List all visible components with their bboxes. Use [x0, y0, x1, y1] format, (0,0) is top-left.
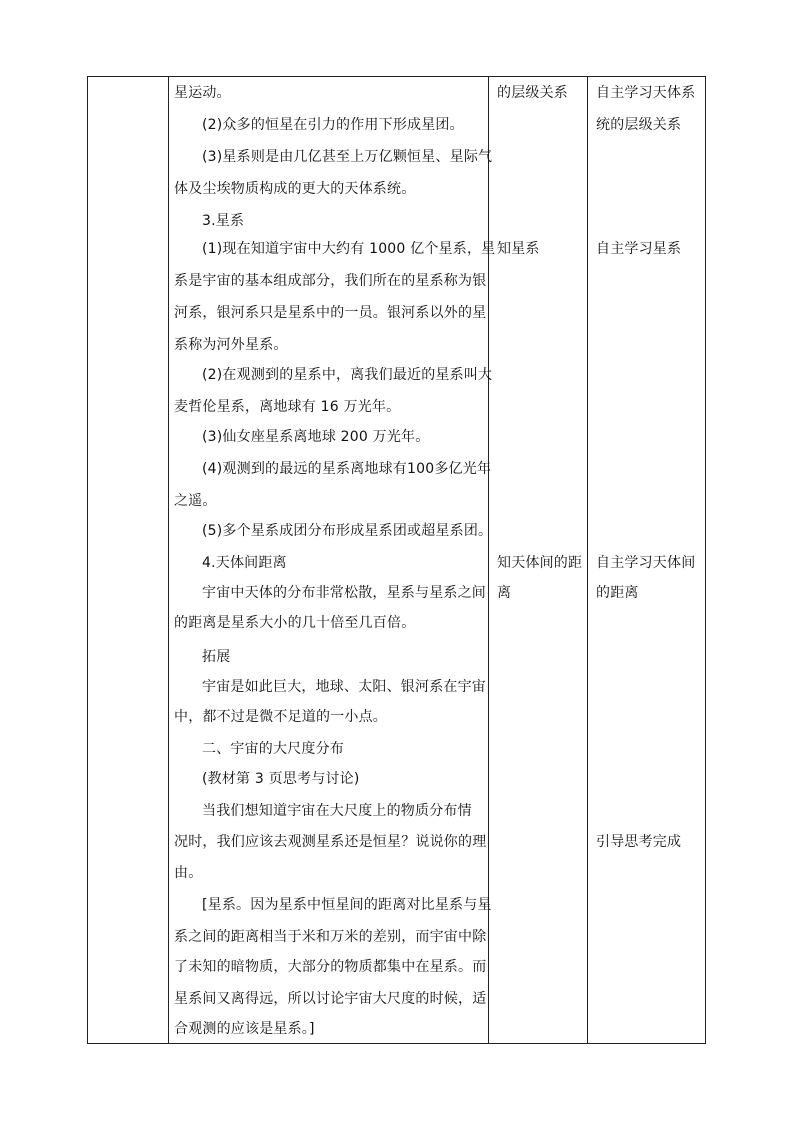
section-heading: 3.星系: [202, 213, 245, 229]
text-line: (3)星系则是由几亿甚至上万亿颗恒星、星际气: [202, 149, 493, 165]
text-line: 由。: [174, 865, 203, 881]
text-line: (2)在观测到的星系中，离我们最近的星系叫大: [202, 367, 493, 383]
text-line: 麦哲伦星系，离地球有 16 万光年。: [174, 399, 401, 415]
text-line: 况时，我们应该去观测星系还是恒星？说说你的理: [174, 834, 487, 850]
text-line: (5)多个星系成团分布形成星系团或超星系团。: [202, 523, 493, 539]
text-line: 了未知的暗物质，大部分的物质都集中在星系。而: [174, 959, 487, 975]
text-line: 知天体间的距: [497, 555, 583, 571]
column-activities: [588, 77, 706, 1043]
text-line: 宇宙中天体的分布非常松散，星系与星系之间: [202, 585, 486, 601]
text-line: (1)现在知道宇宙中大约有 1000 亿个星系，星: [202, 241, 496, 257]
column-goals: [489, 77, 587, 1043]
text-line: 星运动。: [174, 85, 231, 101]
text-line: 星系间又离得远，所以讨论宇宙大尺度的时候，适: [174, 991, 487, 1007]
text-line: 中，都不过是微不足道的一小点。: [174, 709, 387, 725]
text-line: 合观测的应该是星系。]: [174, 1021, 315, 1037]
text-line: 河系，银河系只是星系中的一员。银河系以外的星: [174, 305, 487, 321]
text-line: 系之间的距离相当于米和万米的差别，而宇宙中除: [174, 929, 487, 945]
text-line: 自主学习天体间: [596, 555, 696, 571]
section-heading: 拓展: [202, 649, 231, 665]
column-content: [168, 77, 496, 1043]
text-line: 系称为河外星系。: [174, 337, 288, 353]
text-line: 的距离是星系大小的几十倍至几百倍。: [174, 615, 416, 631]
text-line: 宇宙是如此巨大，地球、太阳、银河系在宇宙: [202, 679, 486, 695]
text-line: 自主学习星系: [596, 241, 682, 257]
text-line: 体及尘埃物质构成的更大的天体系统。: [174, 181, 416, 197]
text-line: 系是宇宙的基本组成部分，我们所在的星系称为银: [174, 273, 487, 289]
section-heading: 4.天体间距离: [202, 555, 287, 571]
text-line: 的层级关系: [497, 85, 568, 101]
text-line: (4)观测到的最远的星系离地球有100多亿光年: [202, 461, 492, 477]
text-line: 离: [497, 585, 512, 601]
text-line: [星系。因为星系中恒星间的距离对比星系与星: [202, 897, 492, 913]
section-heading: 二、宇宙的大尺度分布: [202, 741, 344, 757]
text-line: 当我们想知道宇宙在大尺度上的物质分布情: [202, 803, 472, 819]
text-line: 之遥。: [174, 493, 217, 509]
text-line: (教材第 3 页思考与讨论): [202, 771, 360, 787]
text-line: 知星系: [497, 241, 540, 257]
text-line: 统的层级关系: [596, 117, 682, 133]
text-line: 引导思考完成: [596, 834, 682, 850]
text-line: 的距离: [596, 585, 639, 601]
text-line: 自主学习天体系: [596, 85, 696, 101]
lesson-table: [87, 76, 706, 1044]
text-line: (3)仙女座星系离地球 200 万光年。: [202, 429, 430, 445]
text-line: (2)众多的恒星在引力的作用下形成星团。: [202, 117, 464, 133]
column-blank: [88, 77, 168, 1043]
